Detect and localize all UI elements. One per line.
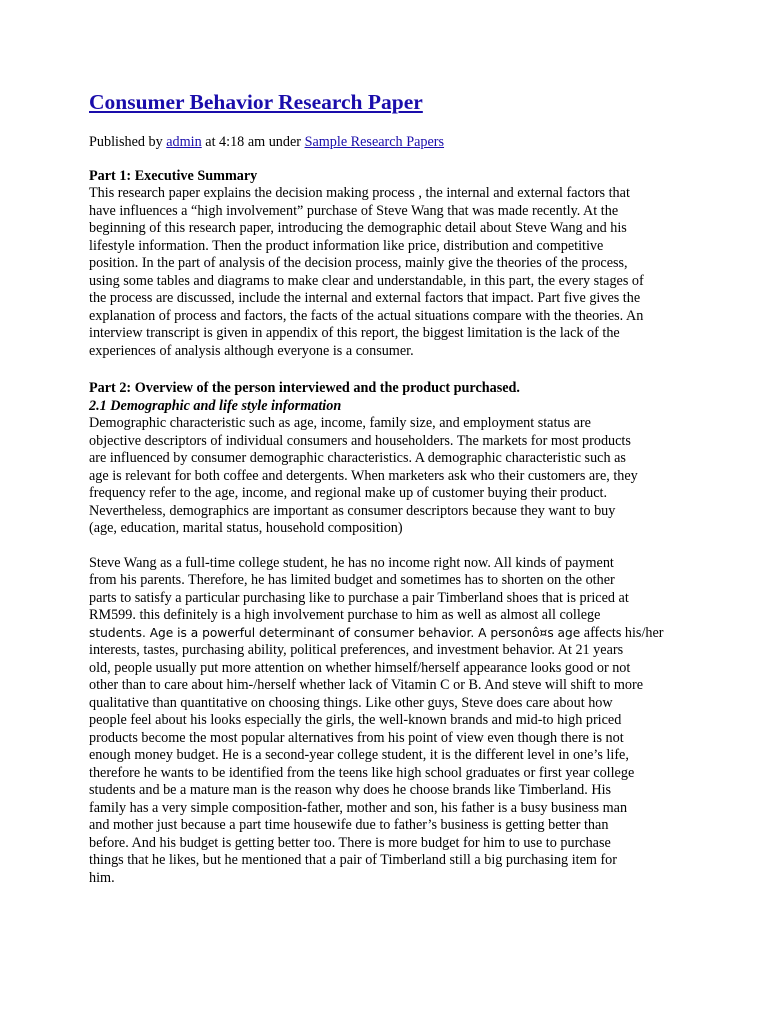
author-link[interactable]: admin	[166, 134, 202, 150]
text-line: family has a very simple composition-father, mother and son, his father is a busy business man	[89, 799, 628, 816]
text-line: old, people usually put more attention on whether himself/herself appearance looks good or not	[89, 659, 631, 676]
published-by-text: Published by	[89, 134, 167, 150]
text-fragment: affects his/her	[580, 624, 664, 641]
text-line: enough money budget. He is a second-year college student, it is the different level in one’s life,	[89, 747, 629, 763]
text-line: have influences a “high involvement” purchase of Steve Wang that was made recently. At the	[89, 202, 619, 219]
text-line: experiences of analysis although everyone is a consumer.	[89, 342, 414, 359]
text-line: beginning of this research paper, introducing the demographic detail about Steve Wang and his	[89, 220, 627, 236]
text-line: things that he likes, but he mentioned that a pair of Timberland still a big purchasing item for	[89, 852, 617, 868]
text-line: frequency refer to the age, income, and regional make up of customer buying their product.	[89, 485, 608, 501]
text-line: interview transcript is given in appendix of this report, the biggest limitation is the lack of the	[89, 325, 620, 341]
text-line: position. In the part of analysis of the decision process, mainly give the theories of the process,	[89, 255, 628, 271]
text-line: students and be a mature man is the reason why does he choose brands like Timberland. His	[89, 782, 612, 798]
text-line: from his parents. Therefore, he has limited budget and sometimes has to shorten on the other	[89, 572, 615, 588]
post-meta	[89, 133, 708, 151]
page-title	[89, 88, 708, 116]
text-line: are influenced by consumer demographic characteristics. A demographic characteristic such as	[89, 450, 626, 466]
text-line: using some tables and diagrams to make clear and understandable, in this part, the every stages of	[89, 272, 644, 289]
section-2-1-heading: 2.1 Demographic and life style information	[89, 398, 342, 414]
part2-heading: Part 2: Overview of the person interviewed and the product purchased.	[89, 380, 520, 396]
text-line: Steve Wang as a full-time college student, he has no income right now. All kinds of payment	[89, 554, 614, 571]
text-line: other than to care about him-/herself whether lack of Vitamin C or B. And steve will shift to more	[89, 677, 644, 693]
part1-heading: Part 1: Executive Summary	[89, 168, 258, 184]
part1-paragraph	[89, 185, 708, 360]
title-link[interactable]: Consumer Behavior Research Paper	[89, 90, 423, 114]
alternate-font-text: students. Age is a powerful determinant of consumer behavior. A personô¤s age	[89, 625, 581, 640]
text-line: the process are discussed, include the internal and external factors that impact. Part five gives the	[89, 290, 641, 306]
steve-wang-paragraph	[89, 555, 708, 888]
text-line: qualitative than quantitative on choosing things. Like other guys, Steve does care about how	[89, 694, 613, 711]
text-line: age is relevant for both coffee and detergents. When marketers ask who their customers are, they	[89, 467, 638, 484]
text-line: lifestyle information. Then the product information like price, distribution and competitive	[89, 237, 604, 254]
text-line: Demographic characteristic such as age, income, family size, and employment status are	[89, 415, 591, 431]
text-line: before. And his budget is getting better too. There is more budget for him to use to purchase	[89, 834, 611, 851]
time-text: at 4:18 am under	[201, 134, 305, 150]
text-line: and mother just because a part time housewife due to father’s business is getting better than	[89, 817, 609, 833]
text-line: explanation of process and factors, the facts of the actual situations compare with the theories. An	[89, 307, 644, 324]
text-line: (age, education, marital status, household composition)	[89, 520, 403, 536]
text-line: Nevertheless, demographics are important as consumer descriptors because they want to buy	[89, 502, 616, 519]
demographic-paragraph	[89, 415, 708, 538]
category-link[interactable]: Sample Research Papers	[304, 134, 445, 150]
text-line: interests, tastes, purchasing ability, political preferences, and investment behavior. At 21 years	[89, 642, 624, 658]
text-line: products become the most popular alternatives from his point of view even though there is not	[89, 729, 624, 746]
text-line: objective descriptors of individual consumers and householders. The markets for most products	[89, 432, 631, 449]
text-line-mixed-font	[89, 625, 708, 643]
text-line: people feel about his looks especially the girls, the well-known brands and mid-to high priced	[89, 712, 622, 728]
text-line: parts to satisfy a particular purchasing like to purchase a pair Timberland shoes that is priced at	[89, 589, 629, 606]
text-line: him.	[89, 869, 115, 886]
text-line: RM599. this definitely is a high involvement purchase to him as well as almost all college	[89, 607, 601, 623]
text-line: This research paper explains the decision making process , the internal and external factors that	[89, 185, 630, 201]
text-line: therefore he wants to be identified from the teens like high school graduates or first year college	[89, 764, 635, 781]
